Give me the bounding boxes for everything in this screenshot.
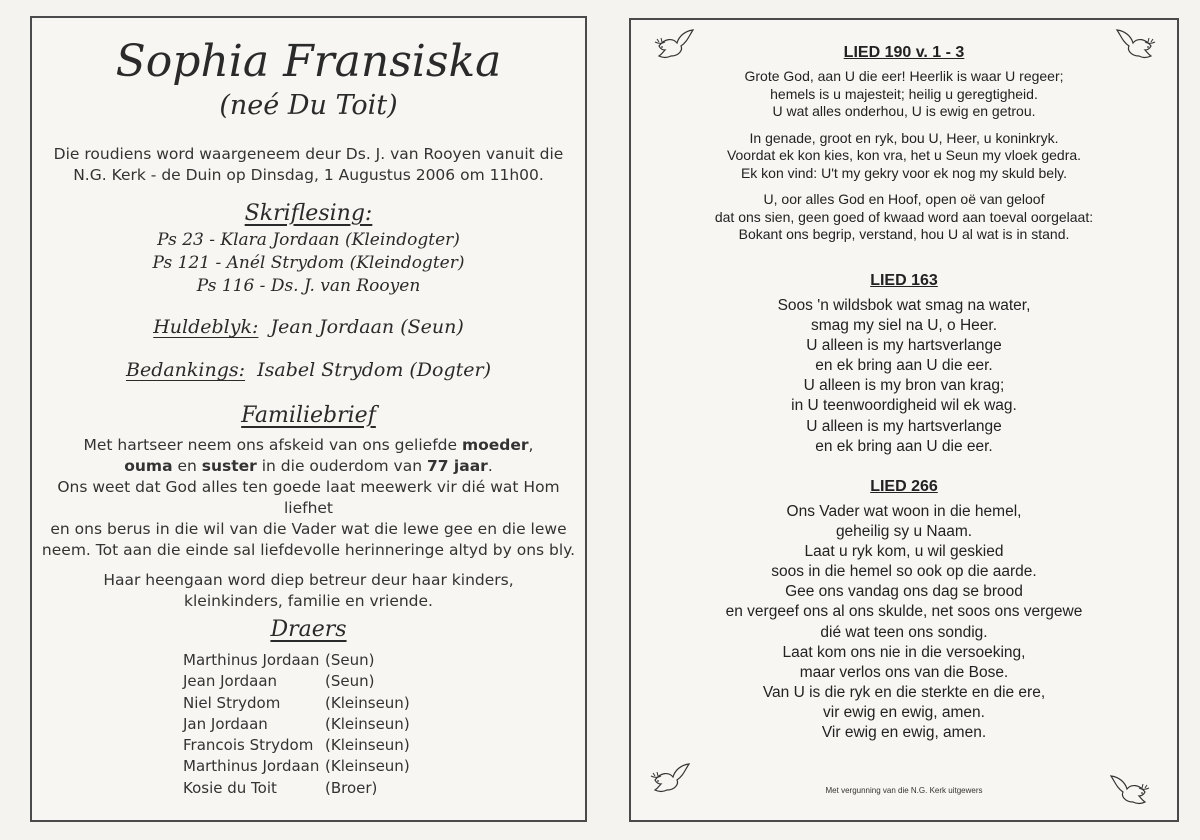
bearer-name: Marthinus Jordaan [183, 757, 320, 776]
letter-line: neem. Tot aan die einde sal liefdevolle herinneringe altyd by ons bly. [41, 541, 576, 559]
bearer-name: Niel Strydom [183, 693, 281, 712]
bearer-name: Marthinus Jordaan [183, 651, 320, 669]
hymn-line: smag my siel na U, o Heer. [810, 317, 998, 335]
deceased-name: Sophia Fransiska [115, 36, 502, 87]
left-page [30, 16, 587, 822]
bearer-relation: (Broer) [325, 778, 378, 797]
hymn-line: Laat kom ons nie in die versoeking, [782, 643, 1026, 661]
right-page [629, 18, 1179, 822]
copyright-footnote: Met vergunning van die N.G. Kerk uitgewers [825, 786, 983, 795]
scripture-list [32, 229, 585, 298]
bearer-row [183, 778, 410, 799]
hymn-line: geheilig sy u Naam. [835, 523, 973, 541]
hymn-line: Vir ewig en ewig, amen. [821, 724, 987, 742]
hymn-line: Ek kon vind: U't my gekry voor ek nog my skuld bely. [740, 164, 1068, 181]
bearers-heading: Draers [270, 617, 347, 642]
hymn-line: en ek bring aan U die eer. [815, 357, 993, 375]
hymn-line: U wat alles onderhou, U is ewig en getrou. [772, 103, 1036, 119]
letter-text: in die ouderdom van [256, 457, 427, 475]
hymn-line: hemels is u majesteit; heilig u geregtigheid. [770, 85, 1038, 102]
service-intro [32, 144, 585, 186]
bearer-row [183, 693, 410, 714]
bearer-name: Jean Jordaan [183, 672, 278, 691]
scripture-heading: Skriflesing: [244, 201, 373, 226]
hymn-190-title: LIED 190 v. 1 - 3 [843, 44, 965, 61]
bearer-row [183, 714, 410, 735]
hymn-line: Bokant ons begrip, verstand, hou U al wat is in stand. [738, 226, 1070, 242]
hymn-line: vir ewig en ewig, amen. [823, 703, 985, 721]
bearer-name: Jan Jordaan [183, 714, 268, 733]
hymn-line: U alleen is my bron van krag; [803, 377, 1005, 395]
hymn-line: In genade, groot en ryk, bou U, Heer, u koninkryk. [749, 129, 1059, 146]
thanks-line [32, 359, 585, 381]
letter-bold: suster [201, 457, 257, 475]
bearer-relation: (Seun) [325, 651, 375, 669]
bearer-relation: (Kleinseun) [325, 736, 410, 755]
hymn-190-text [631, 68, 1177, 244]
hymn-line: Soos 'n wildsbok wat smag na water, [777, 297, 1031, 314]
scripture-item: Ps 121 - Anél Strydom (Kleindogter) [152, 253, 465, 273]
letter-line: Ons weet dat God alles ten goede laat meewerk vir dié wat Hom liefhet [57, 478, 560, 517]
hymn-verse [631, 130, 1177, 183]
bearers-list [183, 650, 410, 799]
letter-bold: 77 jaar [426, 457, 488, 475]
letter-bold: ouma [124, 457, 173, 475]
hymn-266-title: LIED 266 [870, 478, 938, 495]
bearer-row [183, 671, 410, 692]
letter-bold: moeder [461, 436, 529, 454]
hymn-line: U, oor alles God en Hoof, open oë van geloof [763, 191, 1045, 207]
hymn-line: in U teenwoordigheid wil ek wag. [791, 397, 1017, 415]
bearer-row [183, 735, 410, 756]
hymn-line: soos in die hemel so ook op die aarde. [771, 563, 1037, 581]
bearer-relation: (Kleinseun) [325, 757, 410, 776]
maiden-name: (neé Du Toit) [219, 90, 398, 121]
hymn-line: Voordat ek kon kies, kon vra, het u Seun my vloek gedra. [726, 147, 1082, 163]
letter-text: . [487, 457, 493, 475]
letter-line [32, 435, 585, 456]
letter-text: en [172, 457, 202, 475]
hymn-verse [631, 68, 1177, 121]
family-letter [32, 435, 585, 612]
hymn-line: dat ons sien, geen goed of kwaad word aan toeval oorgelaat: [714, 208, 1094, 225]
letter-text: Met hartseer neem ons afskeid van ons geliefde [83, 436, 462, 454]
intro-line: N.G. Kerk - de Duin op Dinsdag, 1 Augustus 2006 om 11h00. [73, 166, 544, 184]
hymn-line: U alleen is my hartsverlange [806, 337, 1002, 355]
letter-text: , [528, 436, 534, 454]
letter-line: kleinkinders, familie en vriende. [184, 592, 433, 610]
hymn-line: Gee ons vandag ons dag se brood [785, 583, 1023, 601]
bearer-relation: (Seun) [325, 672, 375, 691]
hymn-line: Grote God, aan U die eer! Heerlik is waar U regeer; [744, 68, 1064, 84]
tribute-line [32, 316, 585, 338]
hymn-line: en vergeef ons al ons skulde, net soos ons vergewe [725, 603, 1083, 621]
scripture-item: Ps 23 - Klara Jordaan (Kleindogter) [157, 230, 460, 250]
hymn-line: en ek bring aan U die eer. [815, 437, 993, 455]
hymn-266-text [631, 502, 1177, 743]
bearer-row [183, 650, 410, 671]
hymn-line: U alleen is my hartsverlange [806, 417, 1002, 435]
hymn-line: Ons Vader wat woon in die hemel, [786, 503, 1022, 520]
hymn-line: maar verlos ons van die Bose. [799, 663, 1009, 681]
bearer-relation: (Kleinseun) [325, 693, 410, 712]
hymn-verse [631, 191, 1177, 244]
bearer-name: Francois Strydom [183, 736, 314, 755]
letter-line [32, 456, 585, 477]
hymn-163-text [631, 296, 1177, 457]
letter-line: en ons berus in die wil van die Vader wat die lewe gee en die lewe [50, 520, 567, 538]
hymn-line: Laat u ryk kom, u wil geskied [804, 543, 1004, 561]
scripture-item: Ps 116 - Ds. J. van Rooyen [196, 276, 421, 296]
hymn-163-title: LIED 163 [870, 272, 938, 289]
hymn-line: Van U is die ryk en die sterkte en die ere, [762, 683, 1046, 701]
bearer-row [183, 756, 410, 777]
intro-line: Die roudiens word waargeneem deur Ds. J. van Rooyen vanuit die [53, 145, 564, 163]
tribute-label: Huldeblyk: [153, 316, 259, 338]
letter-heading: Familiebrief [241, 403, 376, 428]
bearer-name: Kosie du Toit [183, 778, 277, 797]
tribute-value: Jean Jordaan (Seun) [270, 316, 464, 338]
thanks-value: Isabel Strydom (Dogter) [257, 359, 492, 381]
hymn-line: dié wat teen ons sondig. [820, 623, 988, 641]
thanks-label: Bedankings: [125, 359, 246, 381]
bearer-relation: (Kleinseun) [325, 714, 410, 733]
letter-line: Haar heengaan word diep betreur deur haar kinders, [103, 571, 514, 589]
